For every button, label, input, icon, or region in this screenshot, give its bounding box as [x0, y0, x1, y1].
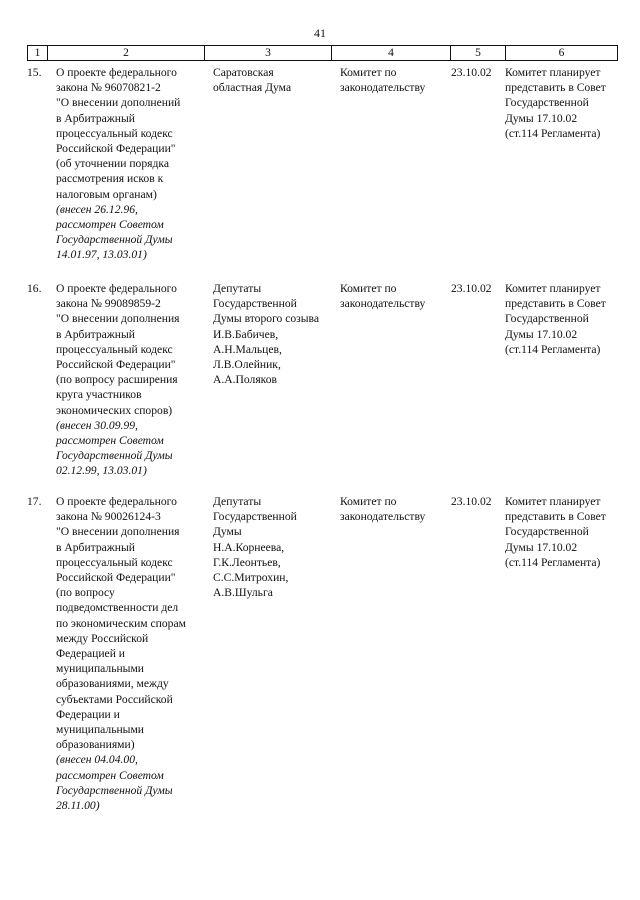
title-line: закона № 99089859-2 — [56, 297, 161, 311]
title-line: процессуальный кодекс — [56, 555, 173, 569]
committee-line: законодательству — [340, 510, 426, 524]
title-line: О проекте федерального — [56, 66, 177, 79]
status-line: Думы 17.10.02 — [505, 327, 578, 341]
committee-line: законодательству — [340, 81, 426, 95]
committee — [340, 65, 450, 95]
status-line: (ст.114 Регламента) — [505, 342, 601, 356]
committee-line: законодательству — [340, 297, 426, 311]
status-line: (ст.114 Регламента) — [505, 555, 601, 569]
status-line: Комитет планирует — [505, 66, 601, 79]
title-line: образованиями, между — [56, 677, 169, 691]
row-number: 16. — [27, 282, 42, 295]
title-line: закона № 90026124-3 — [56, 510, 161, 524]
note-line: Государственной Думы — [56, 449, 173, 463]
title-line: О проекте федерального — [56, 282, 177, 295]
title-line: (по вопросу расширения — [56, 373, 178, 387]
note-line: 02.12.99, 13.03.01) — [56, 464, 147, 478]
title-line: муниципальными — [56, 662, 145, 676]
initiator — [213, 281, 338, 387]
initiator-line: А.А.Поляков — [213, 373, 277, 387]
title-line: экономических споров) — [56, 403, 173, 417]
committee-line: Комитет по — [340, 495, 397, 508]
title-line: муниципальными — [56, 723, 145, 737]
initiator-line: Саратовская — [213, 66, 274, 79]
title-line: образованиями) — [56, 738, 135, 752]
title-line: Российской Федерации" — [56, 571, 176, 585]
bill-title — [56, 281, 206, 479]
initiator-line: Государственной — [213, 297, 297, 311]
note-line: 28.11.00) — [56, 799, 100, 813]
header-col-4: 4 — [331, 46, 450, 60]
status-line: (ст.114 Регламента) — [505, 126, 601, 140]
initiator-line: Н.А.Корнеева, — [213, 540, 285, 554]
title-line: Российской Федерации" — [56, 142, 176, 156]
initiator — [213, 65, 338, 95]
initiator-line: С.С.Митрохин, — [213, 571, 289, 585]
note-line: (внесен 26.12.96, — [56, 202, 138, 216]
status — [505, 494, 625, 570]
committee — [340, 281, 450, 311]
status-line: представить в Совет — [505, 297, 606, 311]
initiator-line: А.Н.Мальцев, — [213, 342, 282, 356]
initiator-line: А.В.Шульга — [213, 586, 273, 600]
status — [505, 281, 625, 357]
note-line: рассмотрен Советом — [56, 768, 164, 782]
status-line: Государственной — [505, 312, 589, 326]
title-line: подведомственности дел — [56, 601, 179, 615]
note-line: рассмотрен Советом — [56, 434, 164, 448]
note-line: (внесен 04.04.00, — [56, 753, 138, 767]
title-line: закона № 96070821-2 — [56, 81, 161, 95]
status-line: Государственной — [505, 96, 589, 110]
title-line: (об уточнении порядка — [56, 157, 169, 171]
initiator-line: Л.В.Олейник, — [213, 358, 281, 372]
header-col-1: 1 — [34, 47, 41, 59]
initiator-line: Депутаты — [213, 495, 262, 508]
note-line: рассмотрен Советом — [56, 218, 164, 232]
page-number: 41 — [314, 26, 326, 40]
title-line: процессуальный кодекс — [56, 342, 173, 356]
status-line: Думы 17.10.02 — [505, 540, 578, 554]
bill-title — [56, 65, 206, 263]
title-line: (по вопросу — [56, 586, 115, 600]
note-line: Государственной Думы — [56, 233, 173, 247]
row-number: 17. — [27, 495, 42, 508]
title-line: круга участников — [56, 388, 142, 402]
row-number: 15. — [27, 66, 42, 79]
initiator-line: Государственной — [213, 510, 297, 524]
title-line: О проекте федерального — [56, 495, 177, 508]
committee — [340, 494, 450, 524]
note-line: 14.01.97, 13.03.01) — [56, 248, 147, 262]
title-line: субъектами Российской — [56, 692, 173, 706]
title-line: Федерации и — [56, 707, 120, 721]
status-line: Комитет планирует — [505, 282, 601, 295]
title-line: налоговым органам) — [56, 187, 157, 201]
initiator — [213, 494, 338, 600]
title-line: в Арбитражный — [56, 327, 136, 341]
title-line: рассмотрения исков к — [56, 172, 164, 186]
date: 23.10.02 — [451, 282, 492, 295]
committee-line: Комитет по — [340, 282, 397, 295]
title-line: Российской Федерации" — [56, 358, 176, 372]
note-line: Государственной Думы — [56, 783, 173, 797]
date: 23.10.02 — [451, 495, 492, 508]
status-line: представить в Совет — [505, 81, 606, 95]
title-line: между Российской — [56, 631, 149, 645]
date: 23.10.02 — [451, 66, 492, 79]
table-header — [27, 45, 618, 61]
title-line: по экономическим спорам — [56, 616, 186, 630]
title-line: в Арбитражный — [56, 111, 136, 125]
title-line: "О внесении дополнения — [56, 525, 180, 539]
header-col-2: 2 — [47, 46, 204, 60]
title-line: Федерацией и — [56, 647, 126, 661]
title-line: "О внесении дополнений — [56, 96, 181, 110]
title-line: в Арбитражный — [56, 540, 136, 554]
note-line: (внесен 30.09.99, — [56, 418, 138, 432]
status-line: Думы 17.10.02 — [505, 111, 578, 125]
initiator-line: Депутаты — [213, 282, 262, 295]
status-line: Государственной — [505, 525, 589, 539]
header-col-3: 3 — [204, 46, 331, 60]
initiator-line: И.В.Бабичев, — [213, 327, 279, 341]
initiator-line: Г.К.Леонтьев, — [213, 555, 281, 569]
header-col-6: 6 — [505, 46, 617, 60]
initiator-line: Думы второго созыва — [213, 312, 320, 326]
bill-title — [56, 494, 206, 813]
status-line: представить в Совет — [505, 510, 606, 524]
status-line: Комитет планирует — [505, 495, 601, 508]
initiator-line: областная Дума — [213, 81, 292, 95]
header-col-5: 5 — [450, 46, 505, 60]
title-line: процессуальный кодекс — [56, 126, 173, 140]
committee-line: Комитет по — [340, 66, 397, 79]
title-line: "О внесении дополнения — [56, 312, 180, 326]
status — [505, 65, 625, 141]
initiator-line: Думы — [213, 525, 242, 539]
